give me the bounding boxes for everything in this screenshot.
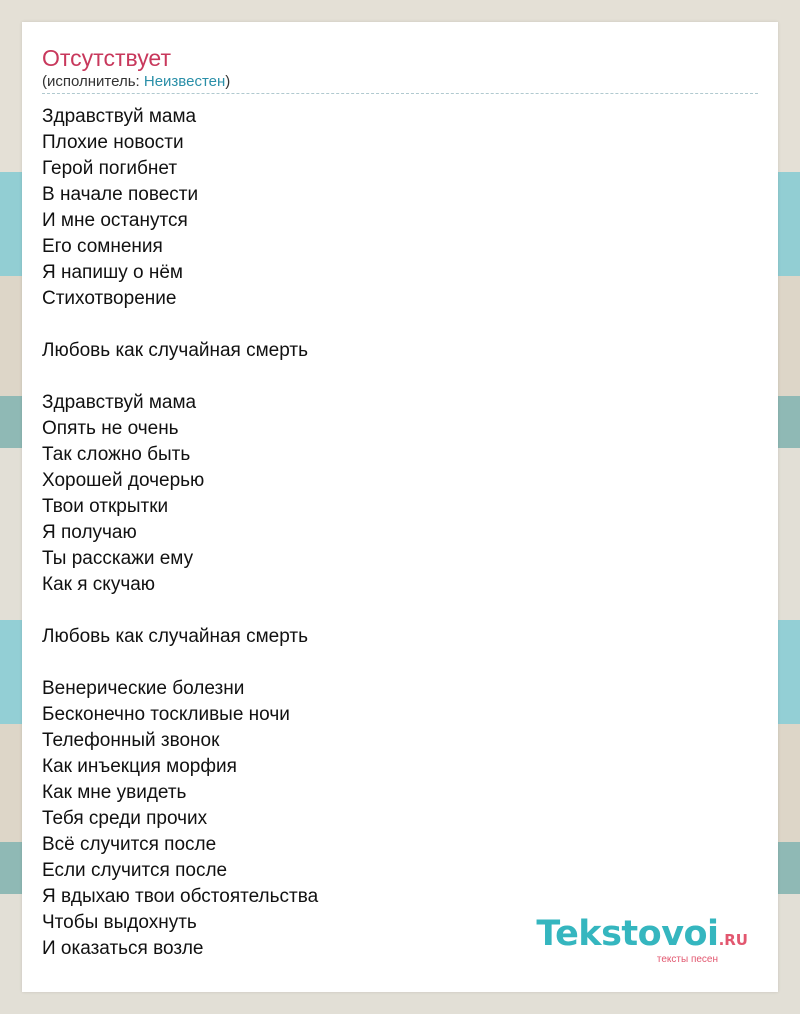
lyric-line: Ты расскажи ему (42, 548, 194, 569)
lyric-blank-line (42, 598, 742, 624)
lyric-line: Венерические болезни (42, 678, 245, 699)
site-logo[interactable] (536, 916, 748, 966)
lyric-line: Как инъекция морфия (42, 756, 237, 777)
performer-line (42, 73, 230, 91)
lyric-line: Любовь как случайная смерть (42, 340, 308, 361)
lyric-blank-line (42, 364, 742, 390)
song-title: Отсутствует (42, 45, 171, 71)
lyric-blank-line (42, 650, 742, 676)
lyric-line: Любовь как случайная смерть (42, 626, 308, 647)
lyric-line: Его сомнения (42, 236, 163, 257)
lyric-line: Всё случится после (42, 834, 217, 855)
lyric-line: В начале повести (42, 184, 199, 205)
lyric-line: Так сложно быть (42, 444, 191, 465)
title-divider (42, 93, 758, 94)
lyric-line: Я напишу о нём (42, 262, 183, 283)
lyric-line: Телефонный звонок (42, 730, 220, 751)
lyric-line: Как я скучаю (42, 574, 156, 595)
lyrics-card (22, 22, 778, 992)
lyric-line: Твои открытки (42, 496, 169, 517)
logo-tld: .RU (718, 931, 748, 949)
performer-link[interactable]: Неизвестен (143, 73, 226, 90)
lyric-line: Бесконечно тоскливые ночи (42, 704, 290, 725)
lyric-line: Хорошей дочерью (42, 470, 205, 491)
performer-prefix: (исполнитель: (42, 73, 144, 90)
lyric-line: Чтобы выдохнуть (42, 912, 197, 933)
lyric-line: Стихотворение (42, 288, 177, 309)
lyric-line: Я получаю (42, 522, 137, 543)
lyric-line: Плохие новости (42, 132, 184, 153)
lyric-line: Тебя среди прочих (42, 808, 208, 829)
logo-wordmark (536, 916, 748, 958)
lyric-line: И оказаться возле (42, 938, 204, 959)
lyric-line: И мне останутся (42, 210, 188, 231)
lyric-line: Опять не очень (42, 418, 179, 439)
lyric-line: Герой погибнет (42, 158, 178, 179)
lyric-line: Если случится после (42, 860, 228, 881)
lyric-blank-line (42, 312, 742, 338)
lyric-line: Здравствуй мама (42, 392, 197, 413)
performer-suffix: ) (225, 73, 231, 90)
logo-name: Tekstovoi (536, 914, 719, 954)
lyric-line: Здравствуй мама (42, 106, 197, 127)
logo-tagline: тексты песен (656, 954, 718, 965)
lyrics-text (42, 104, 742, 962)
lyric-line: Я вдыхаю твои обстоятельства (42, 886, 319, 907)
lyric-line: Как мне увидеть (42, 782, 187, 803)
